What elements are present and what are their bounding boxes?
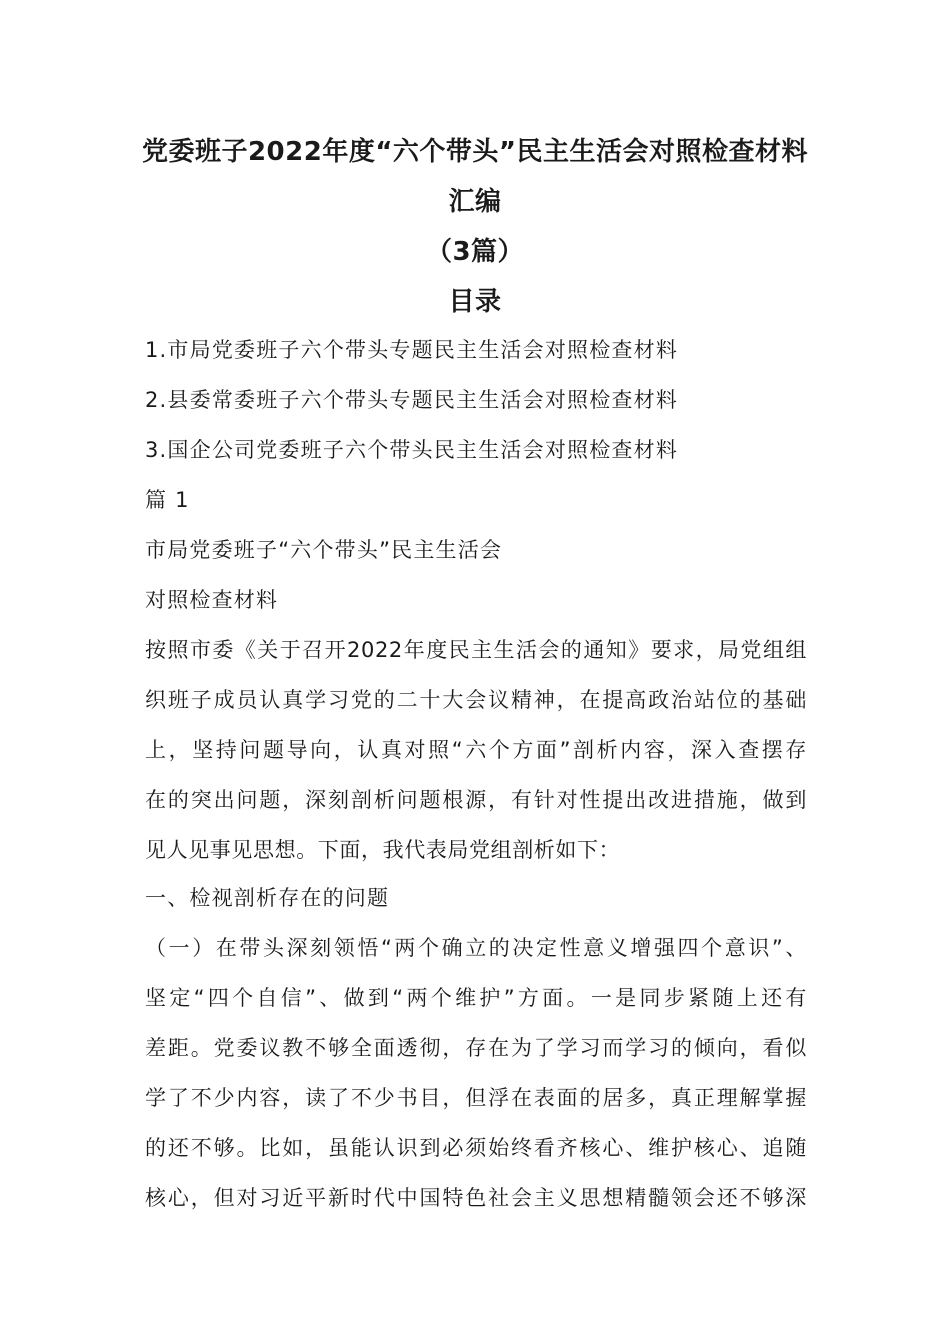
intro-line: 织班子成员认真学习党的二十大会议精神，在提高政治站位的基础 [145, 688, 807, 712]
document-title-line-2: 汇编 [448, 187, 502, 217]
part-title-line-2: 对照检查材料 [145, 588, 279, 612]
document-title-line-1: 党委班子2022年度“六个带头”民主生活会对照检查材料 [141, 137, 809, 167]
body-line: 学了不少内容，读了不少书目，但浮在表面的居多，真正理解掌握 [145, 1086, 807, 1110]
part-label: 篇 1 [145, 488, 190, 512]
document-subtitle: （3篇） [425, 237, 525, 267]
toc-heading: 目录 [448, 287, 502, 317]
body-line: 的还不够。比如，虽能认识到必须始终看齐核心、维护核心、追随 [145, 1136, 807, 1160]
toc-item-1: 1.市局党委班子六个带头专题民主生活会对照检查材料 [145, 338, 679, 362]
intro-line: 见人见事见思想。下面，我代表局党组剖析如下： [145, 838, 621, 862]
intro-paragraph [145, 625, 807, 875]
intro-line: 在的突出问题，深刻剖析问题根源，有针对性提出改进措施，做到 [145, 788, 807, 812]
body-line: 坚定“四个自信”、做到“两个维护”方面。一是同步紧随上还有 [145, 986, 807, 1010]
toc-item-3: 3.国企公司党委班子六个带头民主生活会对照检查材料 [145, 438, 679, 462]
body-paragraph [145, 923, 807, 1223]
section-heading: 一、检视剖析存在的问题 [145, 886, 390, 910]
intro-line: 按照市委《关于召开2022年度民主生活会的通知》要求，局党组组 [145, 638, 807, 662]
intro-line: 上，坚持问题导向，认真对照“六个方面”剖析内容，深入查摆存 [145, 738, 807, 762]
body-line: （一）在带头深刻领悟“两个确立的决定性意义增强四个意识”、 [145, 936, 807, 960]
part-title-line-1: 市局党委班子“六个带头”民主生活会 [145, 538, 503, 562]
toc-item-2: 2.县委常委班子六个带头专题民主生活会对照检查材料 [145, 388, 679, 412]
body-line: 核心，但对习近平新时代中国特色社会主义思想精髓领会还不够深 [145, 1186, 807, 1210]
body-line: 差距。党委议教不够全面透彻，存在为了学习而学习的倾向，看似 [145, 1036, 807, 1060]
